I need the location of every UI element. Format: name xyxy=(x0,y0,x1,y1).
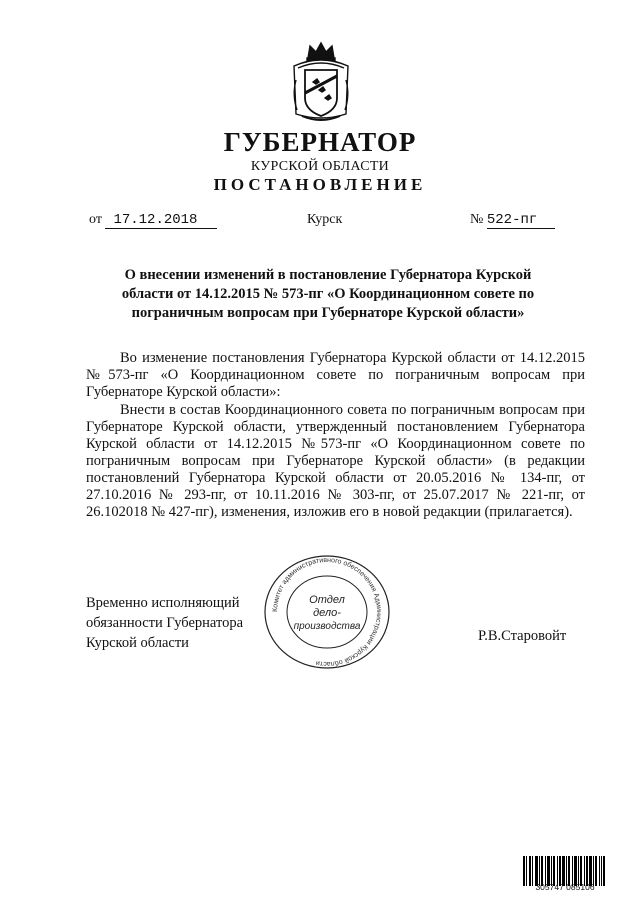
number-value: 522-пг xyxy=(487,213,555,229)
signer-line-2: обязанности Губернатора xyxy=(86,615,244,631)
stamp-ring-text: Комитет административного обеспечения Администрации Курской области xyxy=(271,556,383,668)
region-name: КУРСКОЙ ОБЛАСТИ xyxy=(250,159,390,174)
document-number xyxy=(470,212,555,229)
department-stamp xyxy=(262,553,392,671)
document-title: ГУБЕРНАТОР xyxy=(223,127,417,157)
document-heading: О внесении изменений в постановление Губернатора Курской области от 14.12.2015 № 573-пг «О Координационном совете по пограничным вопросам при Губернаторе Курской области» xyxy=(121,267,535,321)
date-prefix: от xyxy=(89,212,102,227)
paragraph-preamble: Во изменение постановления Губернатора Курской области от 14.12.2015 №573-пг «О Координационном совете по пограничным вопросам при Губернаторе Курской области»: xyxy=(86,350,585,400)
coat-of-arms-emblem xyxy=(288,40,354,124)
stamp-line-2: дело- xyxy=(313,607,341,619)
document-date xyxy=(89,212,217,229)
stamp-line-3: производства xyxy=(293,621,361,632)
number-prefix: № xyxy=(470,212,484,227)
signer-line-3: Курской области xyxy=(86,635,189,651)
signer-position xyxy=(86,593,243,653)
stamp-line-1: Отдел xyxy=(309,594,345,606)
document-type: ПОСТАНОВЛЕНИЕ xyxy=(213,175,427,194)
paragraph-resolution: Внести в состав Координационного совета по пограничным вопросам при Губернаторе Курской области, утвержденный постановлением Губернатора Курской области от 14.12.2015 №573-пг «О Координационном совете по пограничным вопросам при Губернаторе Курской области» (в редакции постановлений Губернатора Курской области от 20.05.2016 № 134-пг, от 27.10.2016 № 293-пг, от 10.11.2016 № 303-пг, от 25.07.2017 № 221-пг, от 26.102018 № 427-пг), изменения, изложив его в новой редакции (прилагается). xyxy=(86,402,585,520)
signer-name: Р.В.Старовойт xyxy=(478,628,567,644)
barcode-number: 305747 085106 xyxy=(535,882,595,892)
city-name: Курск xyxy=(307,212,343,227)
date-value: 17.12.2018 xyxy=(105,213,217,229)
signer-line-1: Временно исполняющий xyxy=(86,595,240,611)
